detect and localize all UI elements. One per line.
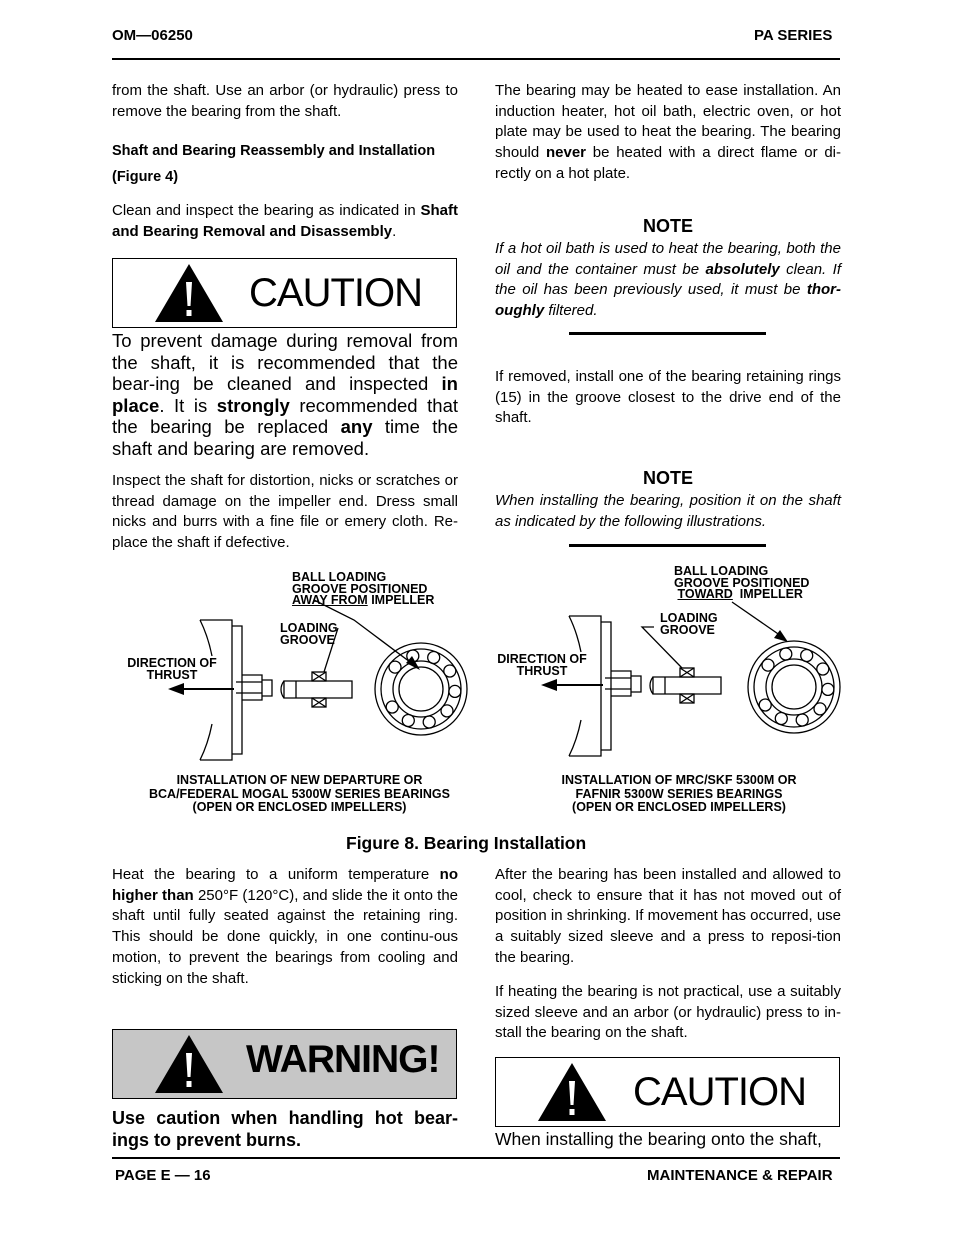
caution-heading: CAUTION [633,1070,806,1114]
bearing-ball [817,663,829,675]
bearing-ball [444,665,456,677]
left-bearing-end-view [375,643,467,735]
left-paragraph-2: Clean and inspect the bearing as indicated in Shaft and Bearing Removal and Disassembly. [112,202,459,240]
right-paragraph-1: The bearing may be heated to ease installation. An induction heater, hot oil bath, electric oven, or hot plate may be used to heat the bearing. The bearing should never be heated with a direct flame or di-rectly on a hot plate. [495,82,841,182]
bearing-ball [814,703,826,715]
note-heading: NOTE [642,468,693,488]
warning-text: Use caution when handling hot bear-ings to prevent burns. [112,1108,458,1150]
bearing-ball [389,661,401,673]
right-paragraph-3: After the bearing has been installed and allowed to cool, check to ensure that it has not moved out of position in shrinking. If movement has occurred, use a suitably sized sleeve and a press to reposi-tion the bearing. [495,866,842,966]
bearing-ball [775,713,787,725]
figure-title: Figure 8. Bearing Installation [346,833,587,853]
left-loading-groove-label: LOADING GROOVE [280,621,338,647]
section-name: MAINTENANCE & REPAIR [647,1167,833,1184]
caution-text: To prevent damage during removal from the shaft, it is recommended that the bear-ing be cleaned and inspected in place. It is strongly recommended that the bearing be replaced any time the shaft and bearing are removed. [112,330,458,459]
left-figure-caption: INSTALLATION OF NEW DEPARTURE OR BCA/FEDERAL MOGAL 5300W SERIES BEARINGS (OPEN OR ENCLOSED IMPELLERS) [149,773,450,814]
caution-heading: CAUTION [249,271,422,315]
page-number: PAGE E — 16 [115,1167,211,1184]
bearing-ball [762,659,774,671]
bearing-ball [759,699,771,711]
bearing-ball [428,652,440,664]
bearing-ball [796,714,808,726]
bearing-ball [386,701,398,713]
note-rule [569,332,766,335]
bearing-ball [780,648,792,660]
caution-triangle-icon [536,1061,608,1123]
left-paragraph-1: from the shaft. Use an arbor (or hydraulic) press to remove the bearing from the shaft. [112,82,458,120]
right-bearing-end-view [748,641,840,733]
bearing-ball [402,715,414,727]
right-loading-groove-label: LOADING GROOVE [660,611,718,637]
bearing-ball [441,705,453,717]
note-text: When installing the bearing, position it on the shaft as indicated by the following illustrations. [495,492,841,530]
caution-triangle-icon [153,262,225,324]
left-ball-loading-label: BALL LOADING GROOVE POSITIONED AWAY FROM IMPELLER [292,570,435,607]
left-paragraph-4: Heat the bearing to a uniform temperature no higher than 250°F (120°C), and slide the it onto the shaft until fully seated against the retaining ring. This should be done quickly, in one continu-ous motion, to prevent the bearings from cooling and sticking on the shaft. [112,866,458,987]
bearing-ball [822,683,834,695]
left-paragraph-3: Inspect the shaft for distortion, nicks or scratches or thread damage on the impeller end. Dress small nicks and burrs with a fine file or emery cloth. Re-place the shaft if defective. [112,472,458,552]
warning-heading: WARNING! [246,1038,440,1081]
header-rule [112,58,840,60]
warning-triangle-icon [153,1033,225,1095]
right-paragraph-2: If removed, install one of the bearing retaining rings (15) in the groove closest to the drive end of the shaft. [495,368,841,427]
doc-number: OM—06250 [112,27,193,44]
section-heading-figure-ref: (Figure 4) [112,169,179,185]
section-heading: Shaft and Bearing Reassembly and Installation [112,143,436,159]
right-paragraph-4: If heating the bearing is not practical, use a suitably sized sleeve and an arbor (or hydraulic) press to in-stall the bearing on the shaft. [495,983,841,1042]
right-figure-caption: INSTALLATION OF MRC/SKF 5300M OR FAFNIR 5300W SERIES BEARINGS (OPEN OR ENCLOSED IMPELLERS) [561,773,797,814]
right-ball-loading-label: BALL LOADING GROOVE POSITIONED TOWARD IMPELLER [674,564,810,601]
bearing-ball [423,716,435,728]
bearing-ball [449,685,461,697]
note-rule [569,544,766,547]
series-name: PA SERIES [754,27,833,44]
note-text: If a hot oil bath is used to heat the bearing, both the oil and the container must be absolutely clean. If the oil has been previously used, it must be thor-oughly filtered. [495,240,841,320]
left-thrust-label: DIRECTION OF THRUST [127,656,217,682]
right-thrust-label: DIRECTION OF THRUST [497,652,587,678]
footer-rule [112,1157,840,1159]
note-heading: NOTE [642,216,693,236]
caution-text: When installing the bearing onto the shaft, [495,1129,822,1149]
bearing-ball [801,650,813,662]
